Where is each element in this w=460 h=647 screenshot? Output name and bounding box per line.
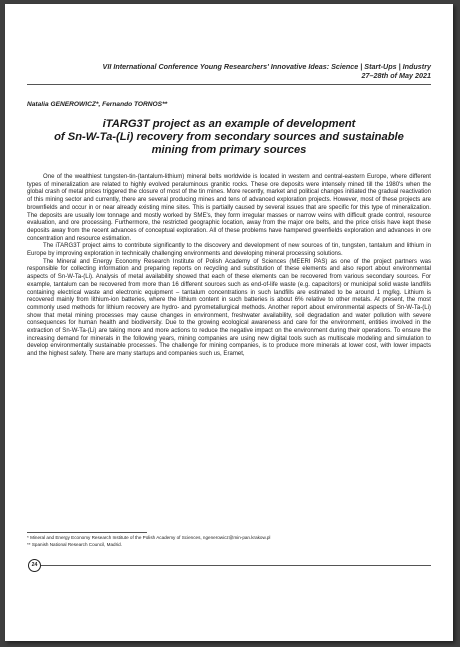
header-rule	[27, 84, 431, 85]
conference-date: 27–28th of May 2021	[361, 71, 431, 80]
paper-title	[27, 118, 431, 158]
title-line-2: of Sn-W-Ta-(Li) recovery from secondary sources and sustainable	[54, 131, 404, 144]
paragraph-1: One of the wealthiest tungsten-tin-(tantalum-lithium) mineral belts worldwide is located in western and central-eastern Europe, where different types of mineralization are related to highly evolved peraluminous granitic rocks. These ore deposits were intensely mined till the 1980's when the global crash of metal prices triggered the closure of most of the tin mines. More recently, market and political changes initiated the gradual reactivation of this mining sector and currently, there are several producing mines and tens of advanced exploration projects. However, most of these projects are brownfields and occur in or near already existing mine sites. This is partially caused by several issues that are specific for this type of mineralization. The deposits are usually low tonnage and mostly worked by SME's, they form irregular masses or narrow veins with difficult grade control, resource evaluation, and ore processing. Furthermore, the restricted geographic location, away from the major ore belts, and the price crisis have kept these deposits away from the recent advances of conceptual exploration. All of these problems have hampered greenfields exploration and advances in ore concentration and resource estimation.	[27, 174, 431, 242]
paragraph-3: The Mineral and Energy Economy Research Institute of Polish Academy of Sciences (MEERI PAS) as one of the project partners was responsible for collecting information and preparing reports on recycling and substitution of these elements and also report about environmental aspects of Sn-W-Ta-(Li). Analysis of metal availability showed that each of these elements can be recovered from various secondary sources. For example, tantalum can be recovered from more than 16 different sources such as end-of-life waste (e.g. capacitors) or municipal solid waste landfills containing electrical waste and electronic equipment – tantalum concentrations in such landfills are estimated to be around 1 mg/kg. Lithium is recovered mainly from lithium-ion batteries, where the lithium content in such batteries is about 6% relative to other metals. At present, the most commonly used methods for lithium recovery are hydro- and pyrometallurgical methods. Another report about environmental aspects of Sn-W-Ta-(Li) show that metal mining processes may cause changes in environment, freshwater availability, soil degradation and water pollution with severe consequences for human health and biodiversity. Due to the growing ecological awareness and care for the environment, entities involved in the extraction of Sn-W-Ta-(Li) are taking more and more actions to reduce the negative impact on the environment during their operations. To ensure the increasing demand for minerals in the following years, mining companies are using new digital tools such as multiscale modeling and simulation to develop environmentally sustainable processes. The challenge for mining companies, is to produce more minerals at lower cost, with lower impacts and the highest safety. There are many startups and companies such us, Eramet,	[27, 258, 431, 358]
footnotes	[27, 535, 431, 549]
footnote-1: * Mineral and Energy Economy Research Institute of the Polish Academy of Sciences, ngenerowicz@min-pan.krakow.pl	[27, 535, 271, 540]
footer-rule	[41, 565, 431, 566]
page-number: 24	[28, 559, 41, 572]
conference-name: VII International Conference Young Researchers' Innovative Ideas: Science | Start-Ups | Industry	[102, 62, 431, 71]
paper-body	[27, 174, 431, 359]
title-line-3: mining from primary sources	[151, 144, 307, 157]
paragraph-2: The iTARG3T project aims to contribute significantly to the discovery and development of new sources of tin, tungsten, tantalum and lithium in Europe by improving exploration in technically challenging environments and developing mineral processing solutions.	[27, 243, 431, 258]
footnote-rule	[27, 532, 147, 533]
authors: Natalia GENEROWICZ*, Fernando TORNOS**	[27, 101, 168, 108]
conference-header	[25, 62, 431, 80]
title-line-1: iTARG3T project as an example of development	[102, 118, 356, 130]
footnote-2: ** Spanish National Research Council, Madrid.	[27, 541, 122, 547]
paper-page	[5, 4, 453, 641]
